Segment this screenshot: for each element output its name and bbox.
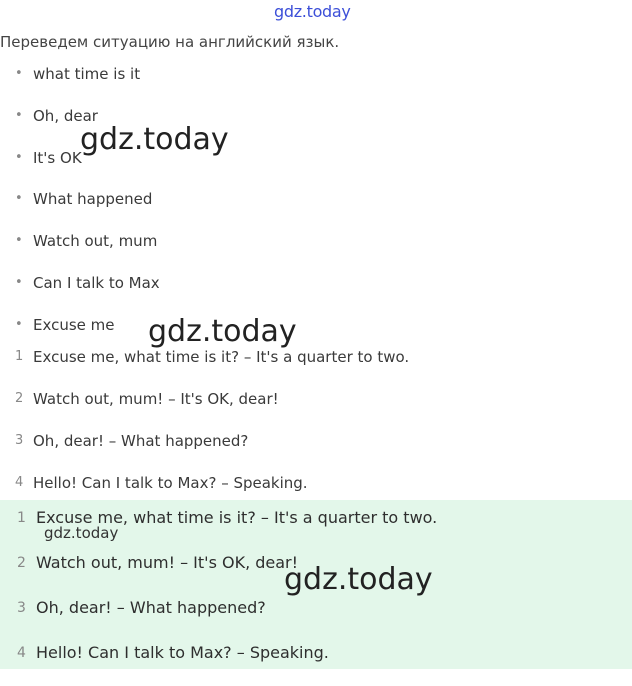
bullet-icon: • <box>15 149 23 165</box>
answer-text: Oh, dear! – What happened? <box>36 598 266 617</box>
dialogue-item <box>0 388 632 430</box>
item-number: 1 <box>17 510 26 526</box>
item-number: 3 <box>15 433 24 448</box>
bullet-icon: • <box>15 233 23 249</box>
dialogue-text: Oh, dear! – What happened? <box>33 432 249 450</box>
answer-text: Watch out, mum! – It's OK, dear! <box>36 553 299 572</box>
list-item <box>0 63 632 105</box>
dialogue-text: Hello! Can I talk to Max? – Speaking. <box>33 474 308 492</box>
answer-item <box>0 506 632 551</box>
answer-list <box>0 506 632 686</box>
list-item <box>0 272 632 314</box>
answer-text: Hello! Can I talk to Max? – Speaking. <box>36 643 329 662</box>
dialogue-item <box>0 430 632 472</box>
list-item <box>0 188 632 230</box>
item-number: 2 <box>15 391 24 406</box>
bullet-icon: • <box>15 191 23 207</box>
phrase-list <box>0 63 632 356</box>
site-watermark-header: gdz.today <box>274 2 351 21</box>
phrase-text: Can I talk to Max <box>33 273 160 292</box>
item-number: 1 <box>15 349 24 364</box>
dialogue-list <box>0 346 632 514</box>
answer-item <box>0 596 632 641</box>
item-number: 2 <box>17 555 26 571</box>
bullet-icon: • <box>15 316 23 332</box>
list-item <box>0 147 632 189</box>
item-number: 4 <box>17 645 26 661</box>
watermark-text: gdz.today <box>284 562 433 597</box>
phrase-text: Watch out, mum <box>33 232 158 251</box>
list-item <box>0 105 632 147</box>
watermark-text: gdz.today <box>148 314 297 349</box>
intro-text: Переведем ситуацию на английский язык. <box>0 33 340 51</box>
bullet-icon: • <box>15 107 23 123</box>
phrase-text: Oh, dear <box>33 106 98 125</box>
item-number: 4 <box>15 475 24 490</box>
answer-block <box>0 500 632 669</box>
dialogue-item <box>0 346 632 388</box>
phrase-text: What happened <box>33 190 153 209</box>
answer-text: Excuse me, what time is it? – It's a quarter to two. <box>36 508 438 527</box>
bullet-icon: • <box>15 66 23 81</box>
list-item <box>0 230 632 272</box>
answer-item <box>0 551 632 596</box>
answer-item <box>0 641 632 686</box>
watermark-text: gdz.today <box>44 524 119 542</box>
dialogue-text: Excuse me, what time is it? – It's a quarter to two. <box>33 348 410 366</box>
bullet-icon: • <box>15 274 23 290</box>
phrase-text: what time is it <box>33 65 141 83</box>
phrase-text: Excuse me <box>33 315 115 334</box>
watermark-text: gdz.today <box>80 122 229 157</box>
item-number: 3 <box>17 600 26 616</box>
dialogue-text: Watch out, mum! – It's OK, dear! <box>33 390 279 408</box>
phrase-text: It's OK <box>33 148 82 167</box>
